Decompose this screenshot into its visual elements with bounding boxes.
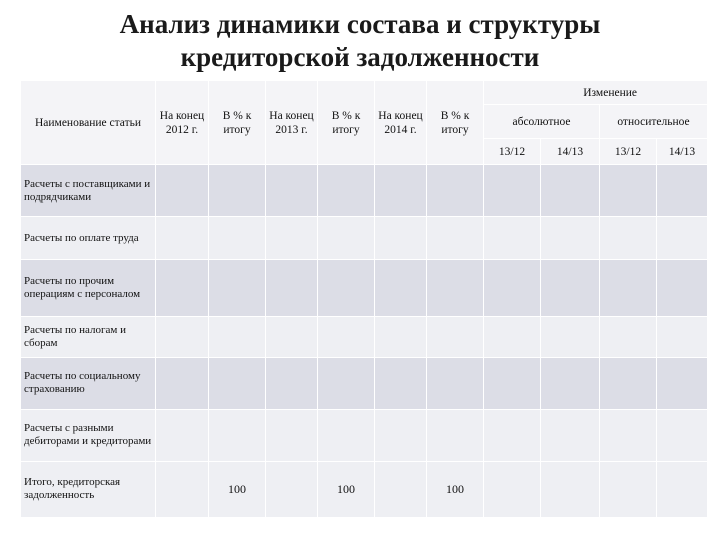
header-end-2012: На конец 2012 г. <box>156 81 209 165</box>
row-label: Расчеты с разными дебиторами и кредиторами <box>21 409 156 461</box>
header-item-name: Наименование статьи <box>21 81 156 165</box>
table-row <box>21 317 708 357</box>
total-pct-2013: 100 <box>318 461 375 517</box>
title-line-1: Анализ динамики состава и структуры <box>119 9 601 39</box>
table-row <box>21 260 708 317</box>
header-absolute: абсолютное <box>484 105 600 139</box>
row-label: Расчеты с поставщиками и подрядчиками <box>21 165 156 217</box>
header-change: Изменение <box>484 81 708 105</box>
total-pct-2014: 100 <box>427 461 484 517</box>
header-end-2013: На конец 2013 г. <box>266 81 318 165</box>
row-label: Расчеты по прочим операциям с персоналом <box>21 260 156 317</box>
header-pct-2013: В % к итогу <box>318 81 375 165</box>
table-row <box>21 357 708 409</box>
header-abs-14-13: 14/13 <box>541 139 600 165</box>
header-relative: относительное <box>600 105 708 139</box>
title-line-2: кредиторской задолженности <box>180 42 540 72</box>
header-rel-13-12: 13/12 <box>600 139 657 165</box>
payables-analysis-table <box>20 80 708 518</box>
header-abs-13-12: 13/12 <box>484 139 541 165</box>
row-label: Расчеты по налогам и сборам <box>21 317 156 357</box>
table-row <box>21 165 708 217</box>
total-row <box>21 461 708 517</box>
header-pct-2012: В % к итогу <box>209 81 266 165</box>
table-row <box>21 409 708 461</box>
row-label: Расчеты по социальному страхованию <box>21 357 156 409</box>
table-row <box>21 217 708 260</box>
header-end-2014: На конец 2014 г. <box>375 81 427 165</box>
page-title <box>60 8 660 74</box>
row-label: Расчеты по оплате труда <box>21 217 156 260</box>
total-pct-2012: 100 <box>209 461 266 517</box>
header-pct-2014: В % к итогу <box>427 81 484 165</box>
header-rel-14-13: 14/13 <box>657 139 708 165</box>
total-label: Итого, кредиторская задолженность <box>21 461 156 517</box>
